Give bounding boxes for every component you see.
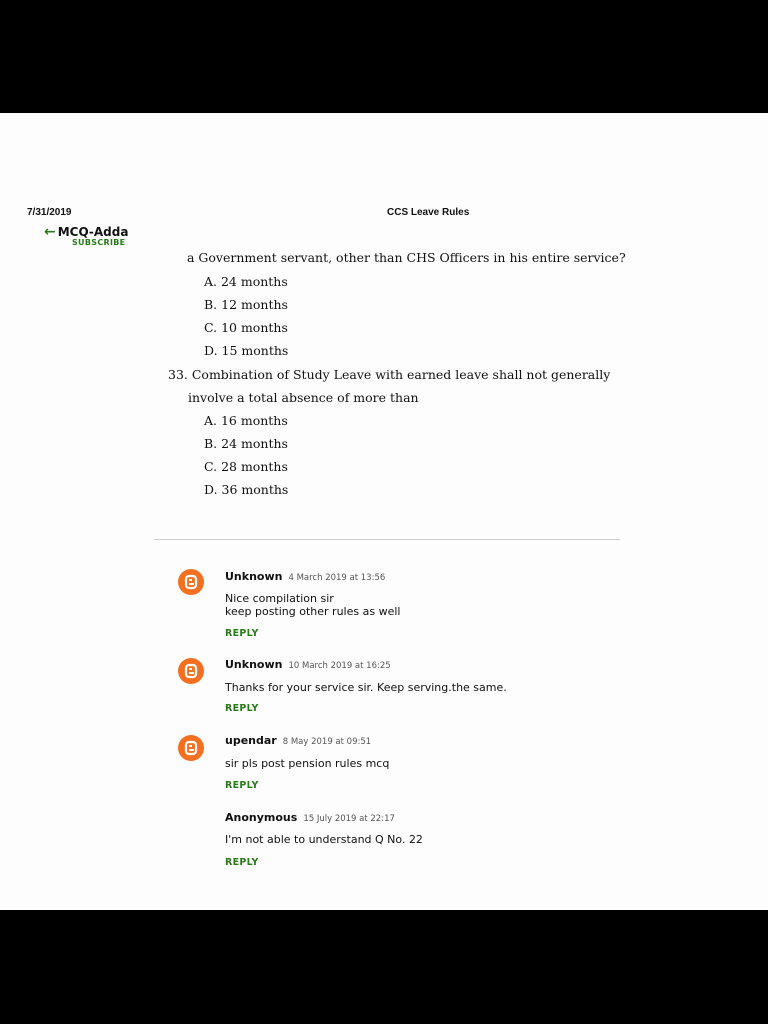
comment-author-name: Anonymous (225, 811, 298, 824)
subscribe-button[interactable]: SUBSCRIBE (72, 238, 126, 247)
q33-option-c: C. 28 months (204, 459, 288, 474)
back-link[interactable] (44, 224, 129, 247)
comment-author (225, 658, 391, 671)
comment-author-name: Unknown (225, 658, 283, 671)
comment-text: Nice compilation sir (225, 592, 334, 605)
question-33-line1: 33. Combination of Study Leave with earned leave shall not generally (168, 367, 611, 382)
comment-author-name: upendar (225, 734, 277, 747)
print-date: 7/31/2019 (27, 207, 72, 218)
reply-button[interactable]: REPLY (225, 857, 259, 868)
comment-date[interactable]: 8 May 2019 at 09:51 (282, 737, 372, 747)
reply-button[interactable]: REPLY (225, 703, 259, 714)
reply-button[interactable]: REPLY (225, 628, 259, 639)
q33-option-b: B. 24 months (204, 436, 288, 451)
comment-date[interactable]: 15 July 2019 at 22:17 (303, 814, 395, 824)
question-32-text: a Government servant, other than CHS Officers in his entire service? (187, 250, 626, 265)
comment-author (225, 811, 395, 824)
document-page (0, 113, 768, 910)
arrow-left-icon[interactable]: ← (44, 224, 56, 240)
blogger-icon (178, 658, 204, 684)
q33-option-d: D. 36 months (204, 482, 289, 497)
comment-author-name: Unknown (225, 570, 283, 583)
q32-option-c: C. 10 months (204, 320, 288, 335)
q32-option-d: D. 15 months (204, 343, 289, 358)
q32-option-b: B. 12 months (204, 297, 288, 312)
page-title: CCS Leave Rules (387, 207, 470, 218)
site-name[interactable]: MCQ-Adda (57, 225, 129, 239)
comment-date[interactable]: 10 March 2019 at 16:25 (288, 661, 391, 671)
comment-text: I'm not able to understand Q No. 22 (225, 833, 423, 846)
blogger-icon (178, 569, 204, 595)
comment-text: sir pls post pension rules mcq (225, 757, 390, 770)
comment-text: Thanks for your service sir. Keep serving.the same. (225, 681, 507, 694)
comment-date[interactable]: 4 March 2019 at 13:56 (288, 573, 386, 583)
question-33-line2: involve a total absence of more than (188, 390, 419, 405)
comment-author (225, 734, 371, 747)
blogger-icon (178, 735, 204, 761)
q32-option-a: A. 24 months (204, 274, 288, 289)
section-divider (154, 539, 620, 540)
comment-text: keep posting other rules as well (225, 605, 401, 618)
comment-author (225, 570, 385, 583)
q33-option-a: A. 16 months (204, 413, 288, 428)
reply-button[interactable]: REPLY (225, 780, 259, 791)
